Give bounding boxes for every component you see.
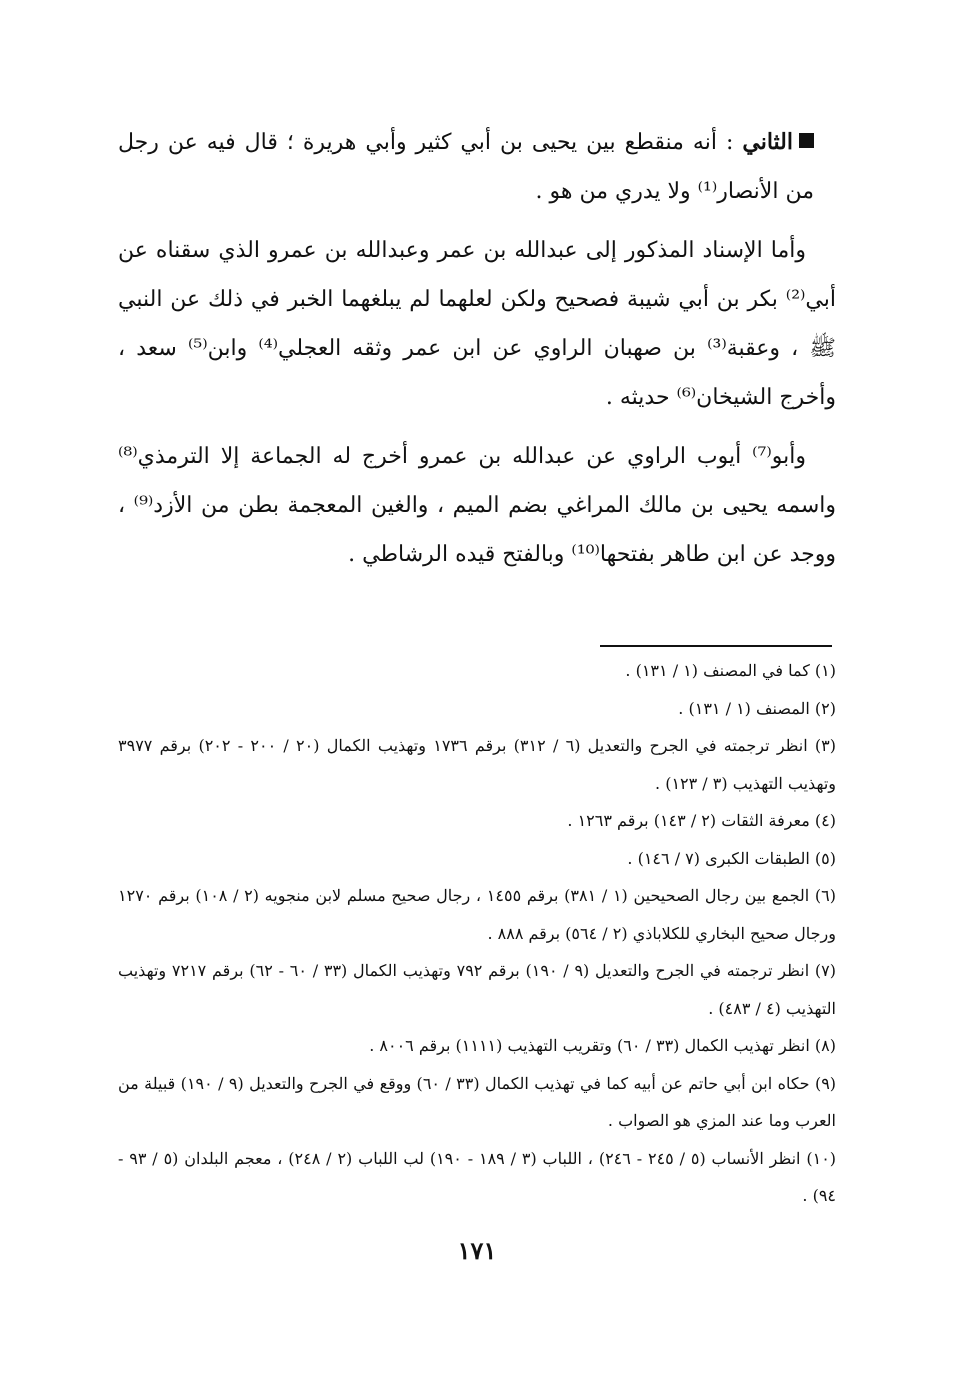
footnote-3: (٣) انظر ترجمته في الجرح والتعديل (٦ / ٣١٢) برقم ١٧٣٦ وتهذيب الكمال (٢٠ / ٢٠٠ - ٢٠٢) برقم ٣٩٧٧ وتهذيب التهذيب (٣ / ١٢٣) . [118,736,837,793]
paragraph-2: وأما الإسناد المذكور إلى عبدالله بن عمر وعبدالله بن عمرو الذي سقناه عن أبي⁽²⁾ بكر بن أبي شيبة فصحيح ولكن لعلهما لم يبلغهما الخبر في ذلك عن النبي ﷺ ، وعقبة⁽³⁾ بن صهبان الراوي عن ابن عمر وثقه العجلي⁽⁴⁾ وابن⁽⁵⁾ سعد ، وأخرج الشيخان⁽⁶⁾ حديثه . [118,238,837,410]
footnote-10: (١٠) انظر الأنساب (٥ / ٢٤٥ - ٢٤٦) ، اللباب (٣ / ١٨٩ - ١٩٠) لب اللباب (٢ / ٢٤٨) ، معجم البلدان (٥ / ٩٣ - ٩٤) . [118,1148,837,1205]
paragraph-3: وأبو⁽⁷⁾ أيوب الراوي عن عبدالله بن عمرو أخرج له الجماعة إلا الترمذي⁽⁸⁾ واسمه يحيى بن مالك المراغي بضم الميم ، والغين المعجمة بطن من الأزد⁽⁹⁾ ، ووجد عن ابن طاهر بفتحها⁽¹⁰⁾ وبالفتح قيده الرشاطي . [118,444,836,567]
page-number: ١٧١ [457,1236,497,1265]
footnote-2: (٢) المصنف (١ / ١٣١) . [678,698,836,718]
section-heading: الثاني [742,129,793,155]
footnote-4: (٤) معرفة الثقات (٢ / ١٤٣) برقم ١٢٦٣ . [567,811,836,830]
footnote-7: (٧) انظر ترجمته في الجرح والتعديل (٩ / ١٩٠) برقم ٧٩٢ وتهذيب الكمال (٣٣ / ٦٠ - ٦٢) برقم ٧٢١٧ وتهذيب التهذيب (٤ / ٤٨٣) . [118,961,836,1018]
square-bullet-icon [799,133,814,148]
footnote-6: (٦) الجمع بين رجال الصحيحين (١ / ٣٨١) برقم ١٤٥٥ ، رجال صحيح مسلم لابن منجويه (٢ / ١٠٨) برقم ١٢٧٠ ورجال صحيح البخاري للكلاباذي (٢ / ٥٦٤) برقم ٨٨٨ . [118,886,837,943]
paragraph-1 [118,118,814,216]
main-text [118,118,836,579]
footnote-1: (١) كما في المصنف (١ / ١٣١) . [625,661,836,680]
footnotes [118,652,836,1215]
footnote-9: (٩) حكاه ابن أبي حاتم عن أبيه كما في تهذيب الكمال (٣٣ / ٦٠) ووقع في الجرح والتعديل (٩ / ١٩٠) قبيلة من العرب وما عند المزي هو الصواب . [118,1073,837,1130]
footnote-separator [600,645,832,647]
footnote-5: (٥) الطبقات الكبرى (٧ / ١٤٦) . [627,848,836,868]
paragraph-1-text: : أنه منقطع بين يحيى بن أبي كثير وأبي هريرة ؛ قال فيه عن رجل من الأنصار⁽¹⁾ ولا يدري من هو . [118,130,814,204]
footnote-8: (٨) انظر تهذيب الكمال (٣٣ / ٦٠) وتقريب التهذيب (١١١١) برقم ٨٠٠٦ . [369,1036,836,1055]
